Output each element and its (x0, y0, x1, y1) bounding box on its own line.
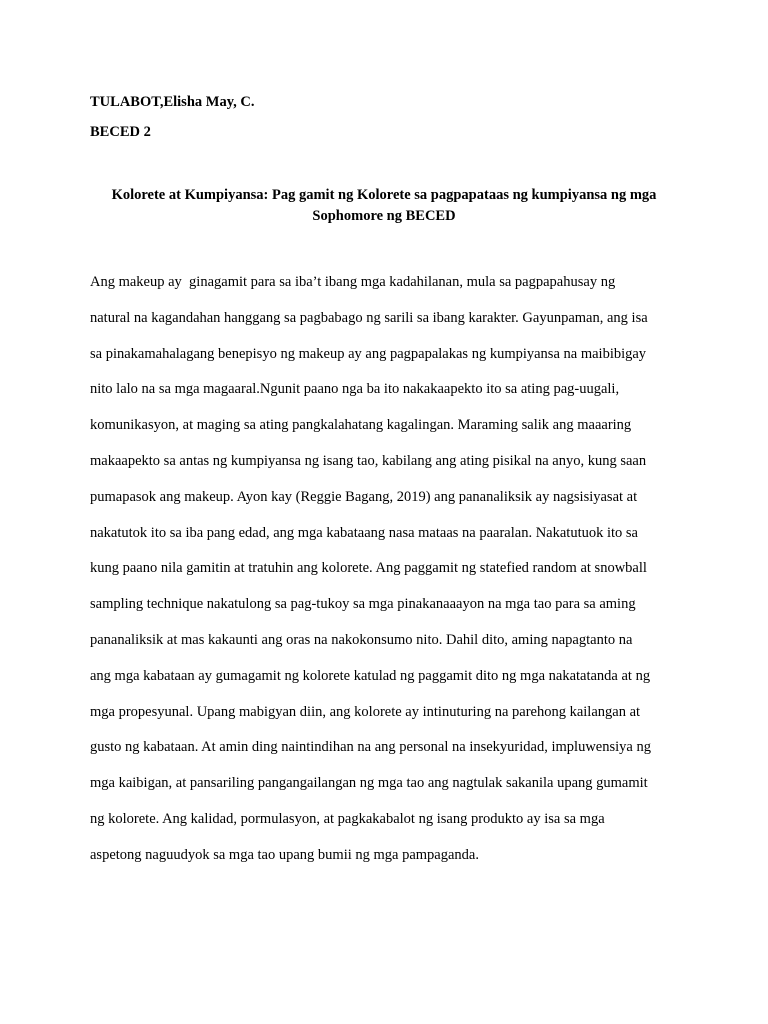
paragraph-line: natural na kagandahan hanggang sa pagbabago ng sarili sa ibang karakter. Gayunpaman, ang isa (90, 309, 648, 326)
paragraph-line: aspetong naguudyok sa mga tao upang bumii ng mga pampaganda. (90, 846, 479, 863)
paragraph-line: makaapekto sa antas ng kumpiyansa ng isang tao, kabilang ang ating pisikal na anyo, kung saan (90, 452, 647, 469)
body-paragraph (90, 265, 690, 874)
paragraph-line: gusto ng kabataan. At amin ding naintindihan na ang personal na insekyuridad, impluwensiya ng (90, 739, 651, 756)
author-name: TULABOT,Elisha May, C. (90, 94, 255, 110)
paragraph-line: mga kaibigan, at pansariling pangangailangan ng mga tao ang nagtulak sakanila upang gumamit (90, 775, 648, 792)
paragraph-line: sa pinakamahalagang benepisyo ng makeup ay ang pagpapalakas ng kumpiyansa na maibibigay (90, 345, 647, 362)
course-section: BECED 2 (90, 124, 151, 140)
paragraph-line: mga propesyunal. Upang mabigyan diin, ang kolorete ay intinuturing na parehong kailangan at (90, 703, 641, 720)
paragraph-line: pumapasok ang makeup. Ayon kay (Reggie Bagang, 2019) ang pananaliksik ay nagsisiyasat at (90, 488, 638, 505)
title-line: Kolorete at Kumpiyansa: Pag gamit ng Kolorete sa pagpapataas ng kumpiyansa ng mga (111, 187, 657, 203)
title-line: Sophomore ng BECED (312, 208, 456, 224)
paragraph-line: komunikasyon, at maging sa ating pangkalahatang kagalingan. Maraming salik ang maaaring (90, 417, 632, 434)
paragraph-line: pananaliksik at mas kakaunti ang oras na nakokonsumo nito. Dahil dito, aming napagtanto na (90, 631, 633, 648)
paragraph-line: kung paano nila gamitin at tratuhin ang kolorete. Ang paggamit ng statefied random at snowball (90, 560, 647, 577)
paragraph-line: ng kolorete. Ang kalidad, pormulasyon, at pagkakabalot ng isang produkto ay isa sa mga (90, 810, 605, 827)
document-title (90, 185, 678, 227)
paragraph-line: nakatutok ito sa iba pang edad, ang mga kabataang nasa mataas na paaralan. Nakatutuok ito sa (90, 524, 638, 541)
paragraph-line: Ang makeup ay ginagamit para sa iba’t ibang mga kadahilanan, mula sa pagpapahusay ng (90, 274, 616, 290)
paragraph-line: ang mga kabataan ay gumagamit ng kolorete katulad ng paggamit dito ng mga nakatatanda at ng (90, 667, 651, 684)
paragraph-line: nito lalo na sa mga magaaral.Ngunit paano nga ba ito nakakaapekto ito sa ating pag-uugali, (90, 381, 620, 398)
paragraph-line: sampling technique nakatulong sa pag-tukoy sa mga pinakanaaayon na mga tao para sa aming (90, 596, 636, 613)
